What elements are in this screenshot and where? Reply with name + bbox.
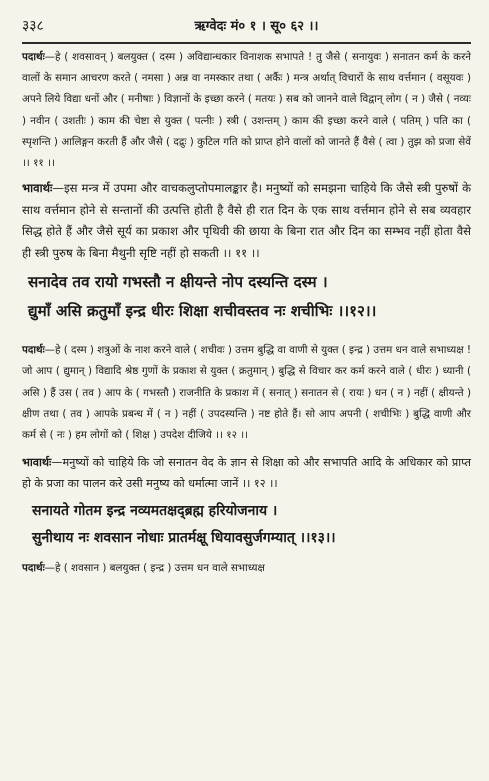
padartha-label: पदार्थः <box>22 51 45 63</box>
padartha-paragraph-12 <box>22 340 471 446</box>
mantra-12-line-1: सनादेव तव रायो गभस्तौ न क्षीयन्ते नोप दस्यन्ति दस्म । <box>28 273 328 292</box>
padartha-paragraph-11 <box>22 47 471 174</box>
bhavartha-paragraph-12 <box>22 452 471 494</box>
bhavartha-paragraph-11 <box>22 178 471 264</box>
padartha-label: पदार्थः <box>22 562 45 575</box>
page-header <box>22 8 471 44</box>
padartha-label: पदार्थः <box>22 344 45 357</box>
bhavartha-label: भावार्थः <box>22 456 52 470</box>
running-title: ऋग्वेदः मं० १ । सू० ६२ ।। <box>194 19 319 34</box>
bhavartha-text: —मनुष्यों को चाहिये कि जो सनातन वेद के ज्ञान से शिक्षा को और सभापति आदि के अधिकार को प्राप्त हो के प्रजा का पालन करे उसी मनुष्य को धर्मात्मा जानें ।। १२ ।। <box>22 456 471 491</box>
mantra-13-line-1: सनायते गोतम इन्द्र नव्यमतक्षद्ब्रह्म हरियोजनाय । <box>32 503 278 520</box>
padartha-text: —हे ( दस्म ) शत्रुओं के नाश करने वाले ( शचीवः ) उत्तम बुद्धि वा वाणी से युक्त ( इन्द्र ) उत्तम धन वाले सभाध्यक्ष ! जो आप ( द्युमान् ) विद्यादि श्रेष्ठ गुणों के प्रकाश से युक्त ( क्रतुमान् ) बुद्धि से विचार कर कर्म करने वाले ( धीरः ) ध्यानी ( असि ) हैं उस ( तव ) आप के ( गभस्तौ ) राजनीति के प्रकाश में ( सनात् ) सनातन से ( रायः ) धन ( न ) नहीं ( क्षीयन्ते ) क्षीण तथा ( तव ) आपके प्रबन्ध में ( न ) नहीं ( उपदस्यन्ति ) नष्ट होते हैं। सो आप अपनी ( शचीभिः ) बुद्धि वाणी और कर्म से ( नः ) हम लोगों को ( शिक्ष ) उपदेश दीजिये ।। १२ ।। <box>22 344 471 442</box>
mantra-12-line-2: द्युमाँ असि क्रतुमाँ इन्द्र धीरः शिक्षा शचीवस्तव नः शचीभिः ।।१२।। <box>28 302 377 321</box>
mantra-13-line-2: सुनीथाय नः शवसान नोधाः प्रातर्मक्षू धियावसुर्जगम्यात् ।।१३।। <box>32 530 336 547</box>
padartha-text: —हे ( शवसावन् ) बलयुक्त ( दस्म ) अविद्यान्धकार विनाशक सभापते ! तु जैसे ( सनायुवः ) सनातन कर्म के करने वालों के समान आचरण करते ( नमसा ) अन्न वा नमस्कार तथा ( अर्कैः ) मन्त्र अर्थात् विचारों के साथ वर्त्तमान ( वसूयवः ) अपने लिये विद्या धनों और ( मनीषाः ) विज्ञानों के इच्छा करने ( मतयः ) सब को जानने वाले विद्वान् लोग ( न ) जैसे ( नव्यः ) नवीन ( उशतीः ) काम की चेष्टा से युक्त ( पत्नीः ) स्त्री ( उशन्तम् ) काम की इच्छा करने वाले ( पतिम् ) पति का ( स्पृशन्ति ) आलिङ्गन करती हैं और जैसे ( दद्रुः ) कुटिल गति को प्राप्त होने वालों को जानते हैं वैसे ( त्वा ) तुझ को प्रजा सेवें ।। ११ ।। <box>22 51 471 170</box>
padartha-paragraph-13 <box>22 558 471 579</box>
bhavartha-label: भावार्थः <box>22 181 53 196</box>
page-number: ३३८ <box>22 17 44 34</box>
padartha-text: —हे ( शवसान ) बलयुक्त ( इन्द्र ) उत्तम धन वाले सभाध्यक्ष <box>44 562 265 575</box>
bhavartha-text: —इस मन्त्र में उपमा और वाचकलुप्तोपमालङ्कार है। मनुष्यों को समझना चाहिये कि जैसे स्त्री पुरुषों के साथ वर्त्तमान होने से सन्तानों की उत्पत्ति होती है वैसे ही रात दिन के एक साथ वर्त्तमान होने से सब व्यवहार सिद्ध होते हैं और जैसे सूर्य का प्रकाश और पृथिवी की छाया के बिना रात और दिन का सम्भव नहीं होता वैसे ही स्त्री पुरुष के बिना मैथुनी सृष्टि नहीं हो सकती ।। ११ ।। <box>22 181 471 260</box>
